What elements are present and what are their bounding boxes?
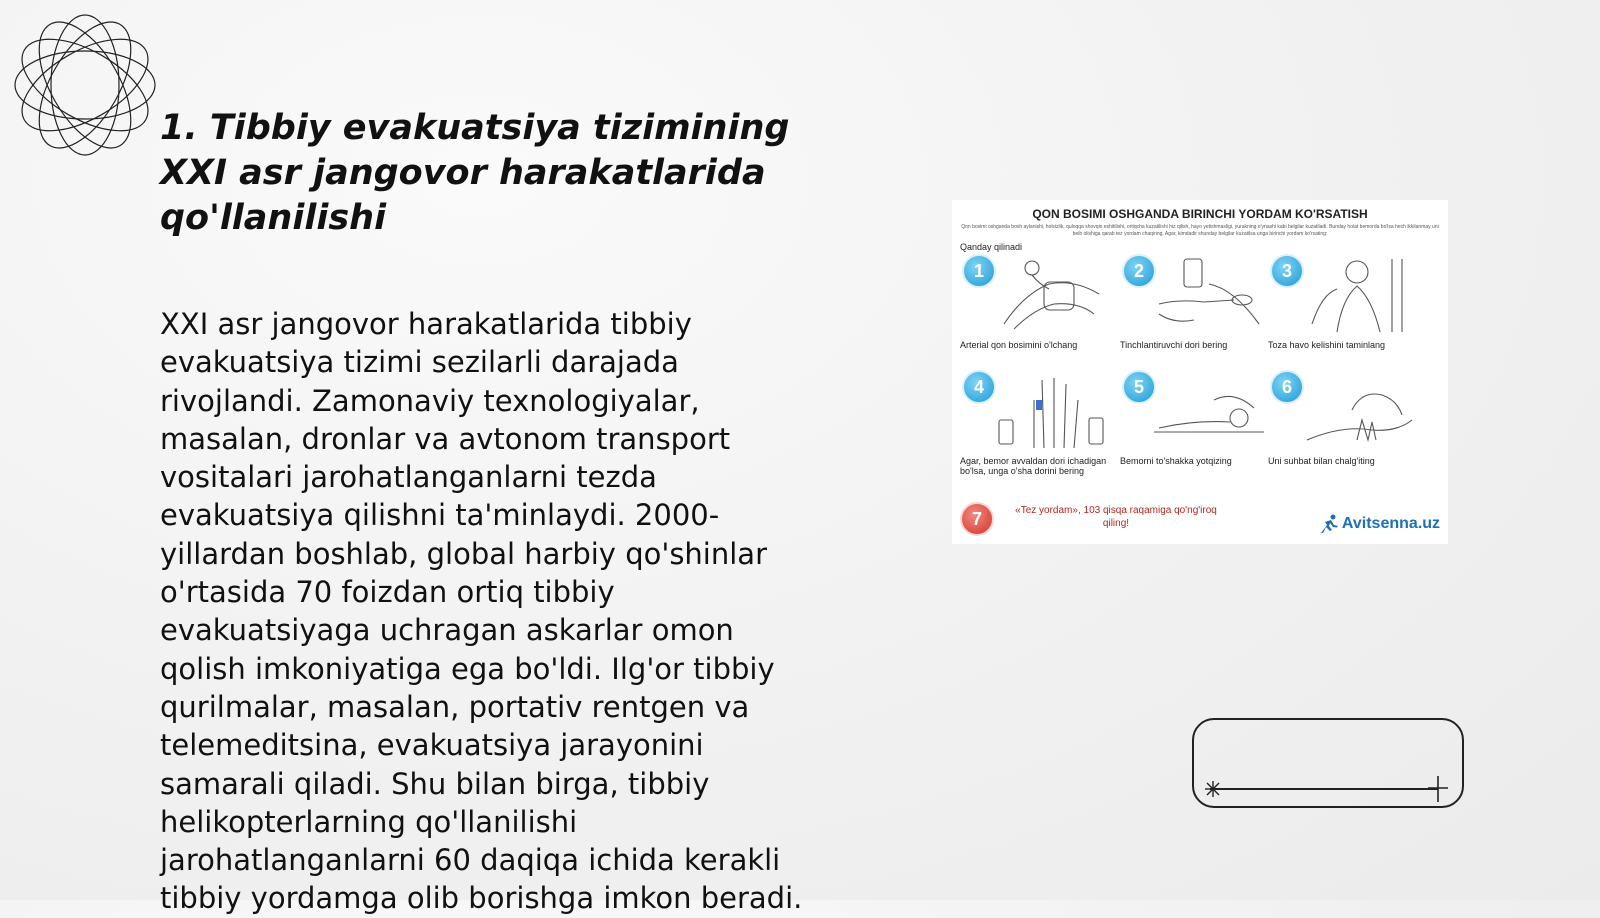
poster-howto-label: Qanday qilinadi (960, 242, 1023, 252)
step-number-badge: 3 (1270, 254, 1304, 288)
running-figure-icon (1318, 514, 1340, 534)
decorative-line (1210, 788, 1438, 790)
poster-subtitle: Qon bosimi oshganda bosh aylanishi, holsizlik, quloqqa shovqin eshitilishi, ortiqcha kuzatilishi hiz qilish, hayo yetishmasligi, yurakning o'ynashi kabi belgilar kuzatiladi. Bunday holat bemorda bo'lsa hech ikkilanmay uni beib olishiga qarab tez yordam chaqiring. Agar, kimdadir shunday belgilar kuzatilsa unga birinchi yordam ko'rsating: (961, 224, 1439, 237)
emergency-call-text: «Tez yordam», 103 qisqa raqamiga qo'ng'iroq qiling! (1015, 505, 1217, 529)
poster-step-5 (1120, 370, 1270, 480)
step-number-badge: 1 (962, 254, 996, 288)
step-caption: Toza havo kelishini taminlang (1268, 340, 1386, 350)
emergency-number-badge: 7 (960, 502, 994, 536)
body-paragraph: XXI asr jangovor harakatlarida tibbiy evakuatsiya tizimi sezilarli darajada rivojlandi. Zamonaviy texnologiyalar, masalan, dronlar va avtonom transport vositalari jarohatlanganlarni tezda evakuatsiya qilishni ta'minlaydi. 2000-yillardan boshlab, global harbiy qo'shinlar o'rtasida 70 foizdan ortiq tibbiy evakuatsiyaga uchragan askarlar omon qolish imkoniyatiga ega bo'ldi. Ilg'or tibbiy qurilmalar, masalan, portativ rentgen va telemeditsina, evakuatsiya jarayonini samarali qiladi. Shu bilan birga, tibbiy helikopterlarning qo'llanilishi jarohatlanganlarni 60 daqiqa ichida kerakli tibbiy yordamga olib borishga imkon beradi. (160, 307, 803, 916)
step-number-badge: 5 (1122, 370, 1156, 404)
step-number-badge: 6 (1270, 370, 1304, 404)
step-caption: Bemorni to'shakka yotqizing (1120, 456, 1232, 466)
sparkle-icon (1204, 780, 1222, 798)
blood-pressure-cuff-icon (994, 254, 1109, 334)
step-number-badge: 2 (1122, 254, 1156, 288)
medicine-spoon-icon (1154, 254, 1269, 334)
poster-step-6 (1268, 370, 1418, 480)
step-caption: Uni suhbat bilan chalg'iting (1268, 456, 1375, 466)
poster-step-2 (1120, 254, 1270, 364)
circular-ornament-icon (10, 10, 160, 160)
step-caption: Agar, bemor avvaldan dori ichadigan bo'lsa, unga o'sha dorini bering (960, 456, 1107, 476)
poster-step-4 (960, 370, 1110, 480)
talking-hands-icon (1302, 370, 1417, 450)
decorative-frame (1192, 718, 1464, 808)
poster-step-1 (960, 254, 1110, 364)
brand-logo (1318, 514, 1440, 534)
step-caption: Arterial qon bosimini o'lchang (960, 340, 1078, 350)
lying-person-icon (1154, 370, 1269, 450)
poster-step-3 (1268, 254, 1418, 364)
step-caption: Tinchlantiruvchi dori bering (1120, 340, 1228, 350)
pill-hand-icon (994, 370, 1109, 450)
first-aid-poster (952, 200, 1448, 544)
slide-title: 1. Tibbiy evakuatsiya tizimining XXI asr jangovor harakatlarida qo'llanilishi (160, 108, 790, 238)
fresh-air-person-icon (1302, 254, 1417, 334)
step-number-badge: 4 (962, 370, 996, 404)
brand-name: Avitsenna.uz (1341, 515, 1440, 533)
cross-icon (1428, 776, 1448, 802)
poster-title: QON BOSIMI OSHGANDA BIRINCHI YORDAM KO'RSATISH (1032, 207, 1368, 221)
